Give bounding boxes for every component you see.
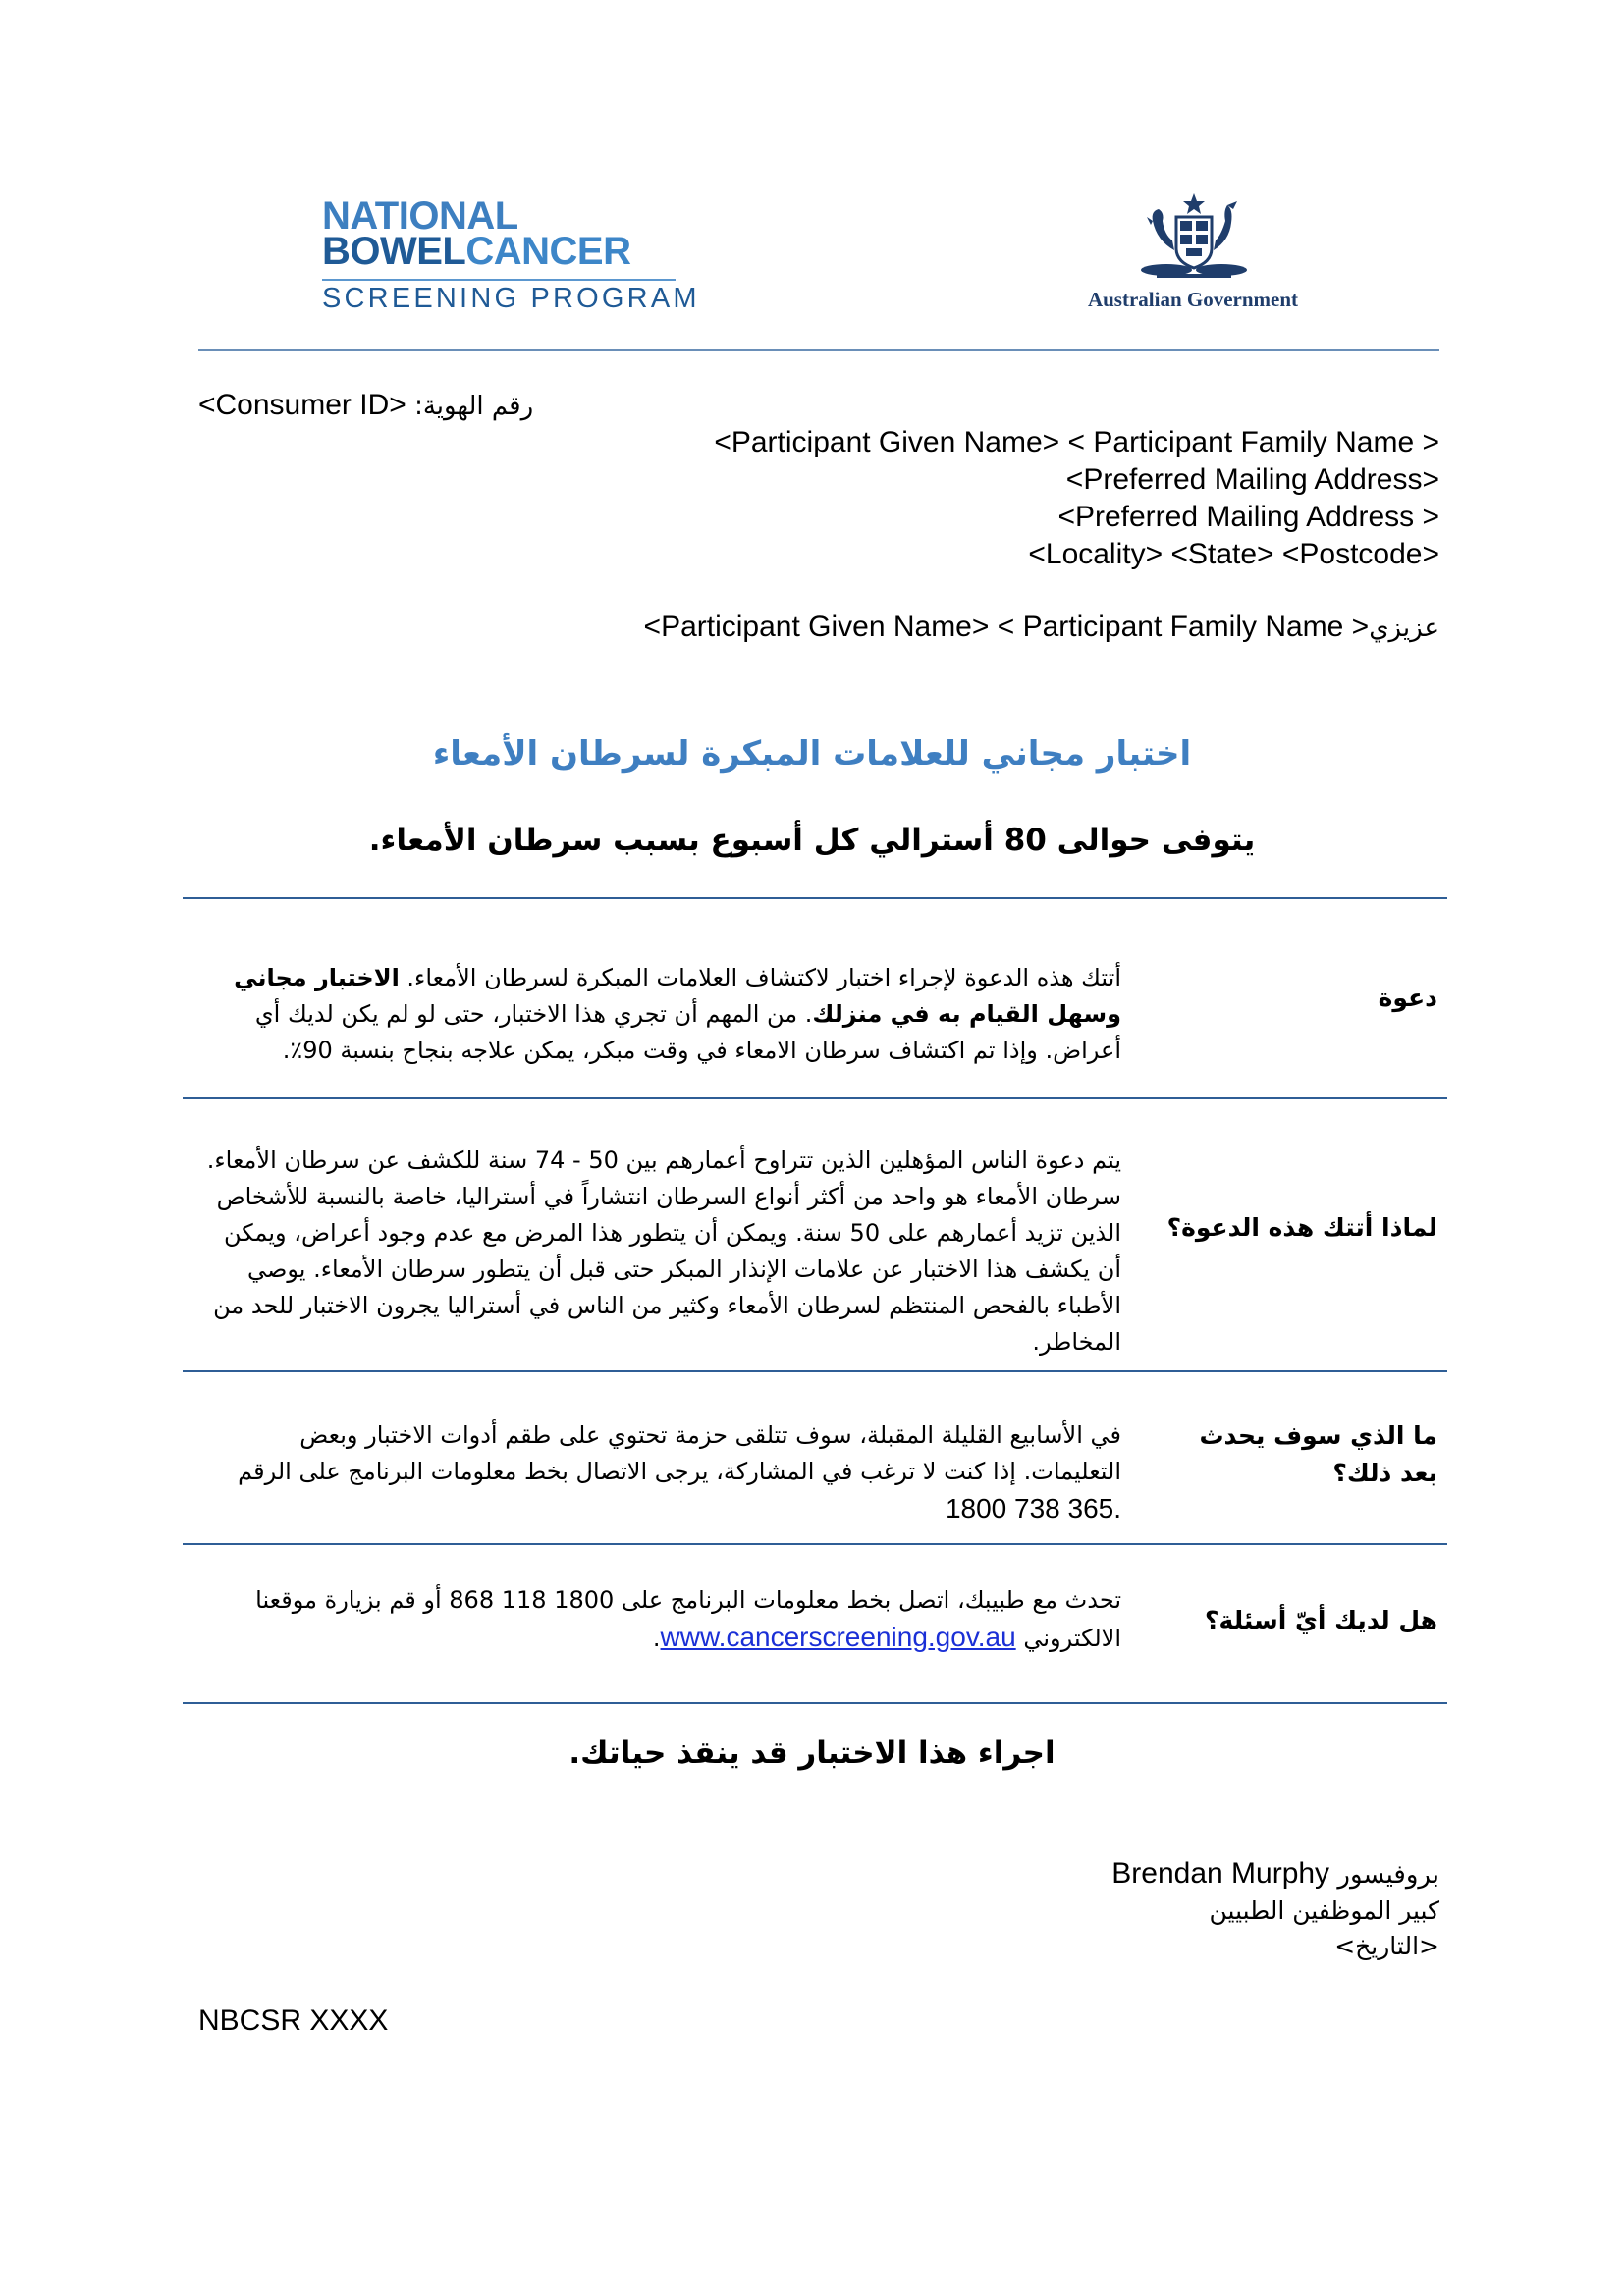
consumer-id <box>198 389 533 423</box>
page-title: اختبار مجاني للعلامات المبكرة لسرطان الأمعاء <box>432 734 1192 774</box>
closing-statement: اجراء هذا الاختبار قد ينقذ حياتك. <box>568 1735 1056 1771</box>
address-mailing-1: <Preferred Mailing Address> <box>1065 463 1439 496</box>
document-reference: NBCSR XXXX <box>198 2004 389 2037</box>
website-link[interactable]: www.cancerscreening.gov.au <box>660 1622 1016 1652</box>
program-logo <box>322 194 700 320</box>
greeting <box>644 611 1439 645</box>
program-logo-line2 <box>322 232 631 271</box>
questions-suffix: . <box>652 1625 661 1652</box>
program-logo-bowel: BOWEL <box>322 230 466 273</box>
row-label-next: ما الذي سوف يحدث بعد ذلك؟ <box>1199 1421 1437 1487</box>
page-subtitle: يتوفى حوالى 80 أسترالي كل أسبوع بسبب سرطان الأمعاء. <box>368 823 1256 858</box>
greeting-name: <Participant Given Name> < Participant Family Name > <box>643 611 1370 643</box>
greeting-prefix: عزيزي <box>1369 614 1439 643</box>
government-logo-text: Australian Government <box>1087 288 1299 311</box>
table-divider <box>183 897 1447 899</box>
table-divider <box>183 1543 1447 1545</box>
consumer-id-value: <Consumer ID> <box>198 389 406 421</box>
row-label-invitation: دعوة <box>1378 984 1437 1012</box>
row-body-why: يتم دعوة الناس المؤهلين الذين تتراوح أعمارهم بين 50 - 74 سنة للكشف عن سرطان الأمعاء. سرطان الأمعاء هو واحد من أكثر أنواع السرطان انتشاراً في أستراليا، خاصة بالنسبة للأشخاص الذين تزيد أعمارهم على 50 سنة. ويمكن أن يتطور هذا المرض مع عدم وجود أعراض، ويمكن أن يكشف هذا الاختبار عن علامات الإنذار المبكر حتى قبل أن يتطور سرطان الأمعاء. يوصي الأطباء بالفحص المنتظم لسرطان الأمعاء وكثير من الناس في أستراليا يجرون الاختبار للحد من المخاطر. <box>206 1147 1121 1356</box>
signature-role: كبير الموظفين الطبيين <box>1209 1896 1439 1925</box>
signature-title: بروفيسور <box>1337 1860 1439 1890</box>
table-divider <box>183 1702 1447 1704</box>
coat-of-arms-icon <box>1127 191 1261 282</box>
row-body-questions <box>198 1582 1121 1657</box>
row-body-invitation <box>198 960 1121 1069</box>
program-logo-cancer: CANCER <box>465 230 631 273</box>
signature-date: <التاريخ> <box>1334 1932 1439 1960</box>
table-divider <box>183 1370 1447 1372</box>
consumer-id-label: رقم الهوية: <box>414 392 534 421</box>
invitation-text-b: . من المهم أن تجري هذا الاختبار، حتى لو لم يكن لديك أي أعراض. وإذا تم اكتشاف سرطان الامعاء في وقت مبكر، يمكن علاجه بنجاح بنسبة 90٪. <box>254 1000 1121 1064</box>
next-text: في الأسابيع القليلة المقبلة، سوف تتلقى حزمة تحتوي على طقم أدوات الاختبار وبعض التعليمات. إذا كنت لا ترغب في المشاركة، يرجى الاتصال بخط معلومات البرنامج على الرقم <box>238 1421 1121 1485</box>
address-name: <Participant Given Name> < Participant Family Name > <box>714 426 1439 458</box>
program-logo-rule <box>322 279 676 281</box>
address-locality: <Locality> <State> <Postcode> <box>1028 538 1439 570</box>
next-phone: 1800 738 365. <box>945 1493 1121 1523</box>
invitation-text-a: أتتك هذه الدعوة لإجراء اختبار لاكتشاف العلامات المبكرة لسرطان الأمعاء. <box>399 964 1121 991</box>
questions-text: تحدث مع طبيبك، اتصل بخط معلومات البرنامج على 1800 118 868 أو قم بزيارة موقعنا الالكتروني <box>255 1586 1121 1652</box>
table-divider <box>183 1097 1447 1099</box>
program-logo-line1: NATIONAL <box>322 194 518 238</box>
government-logo <box>1060 191 1326 319</box>
row-label-questions: هل لديك أيّ أسئلة؟ <box>1205 1606 1437 1634</box>
signature-name <box>1111 1857 1439 1891</box>
row-label-why: لماذا أتتك هذه الدعوة؟ <box>1166 1213 1437 1242</box>
row-body-next <box>198 1417 1121 1528</box>
signature-person: Brendan Murphy <box>1111 1857 1330 1890</box>
program-logo-line3: SCREENING PROGRAM <box>322 283 700 314</box>
invitation-text-bold: الاختبار مجاني وسهل القيام به في منزلك <box>234 964 1121 1028</box>
address-mailing-2: <Preferred Mailing Address > <box>1057 501 1439 533</box>
header-divider <box>198 349 1439 351</box>
